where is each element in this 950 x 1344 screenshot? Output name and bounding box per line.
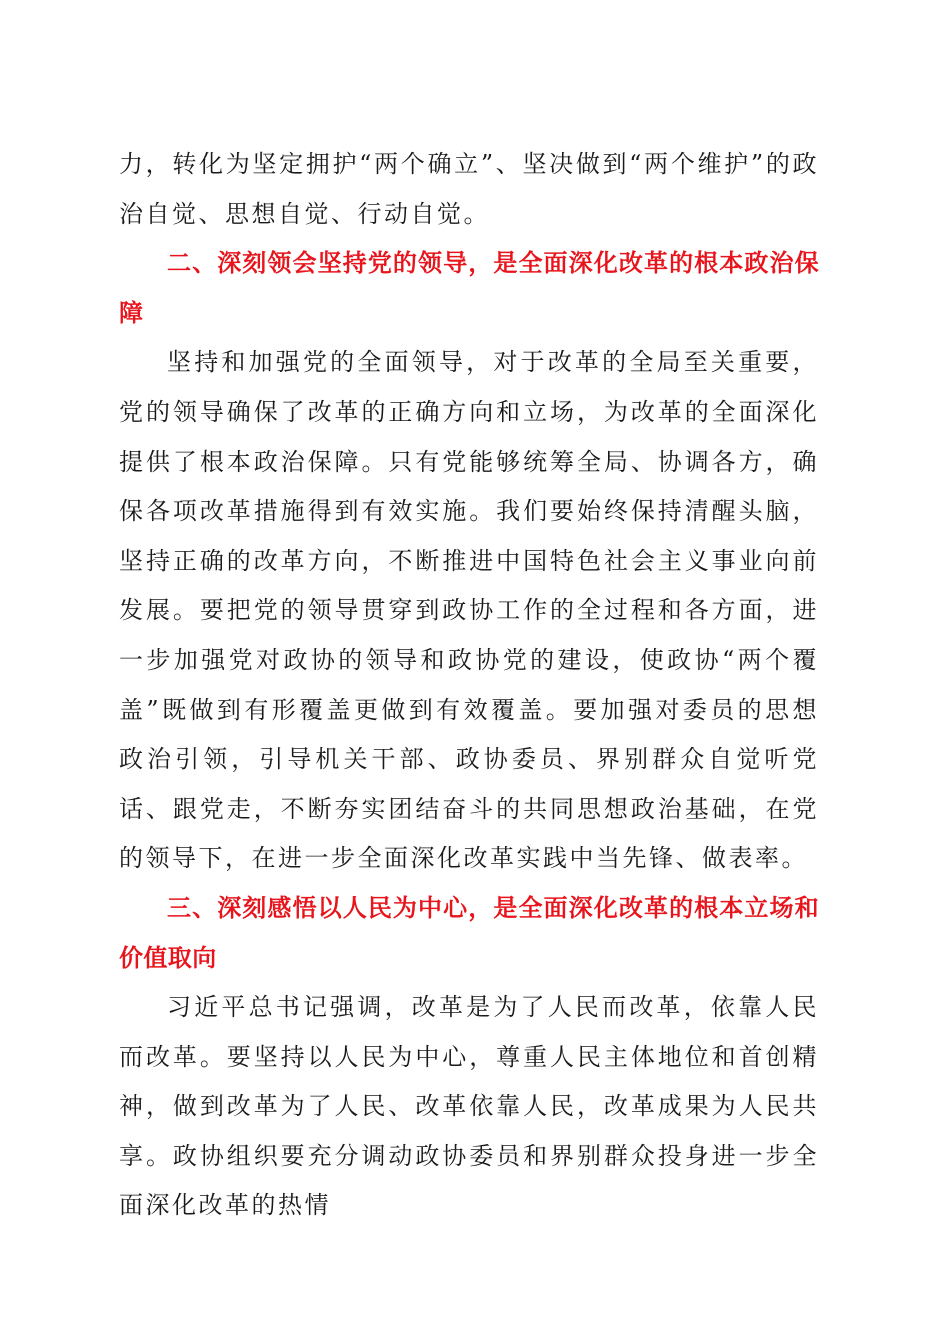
paragraph-section-3: 习近平总书记强调，改革是为了人民而改革，依靠人民而改革。要坚持以人民为中心，尊重人民主体地位和首创精神，做到改革为了人民、改革依靠人民，改革成果为人民共享。政协组织要充分调动政协委员和界别群众投身进一步全面深化改革的热情 — [119, 993, 819, 1220]
paragraph-continued: 力，转化为坚定拥护“两个确立”、坚决做到“两个维护”的政治自觉、思想自觉、行动自觉。 — [119, 150, 819, 228]
paragraph-section-2: 坚持和加强党的全面领导，对于改革的全局至关重要，党的领导确保了改革的正确方向和立场，为改革的全面深化提供了根本政治保障。只有党能够统筹全局、协调各方，确保各项改革措施得到有效实施。我们要始终保持清醒头脑，坚持正确的改革方向，不断推进中国特色社会主义事业向前发展。要把党的领导贯穿到政协工作的全过程和各方面，进一步加强党对政协的领导和政协党的建设，使政协“两个覆盖”既做到有形覆盖更做到有效覆盖。要加强对委员的思想政治引领，引导机关干部、政协委员、界别群众自觉听党话、跟党走，不断夯实团结奋斗的共同思想政治基础，在党的领导下，在进一步全面深化改革实践中当先锋、做表率。 — [119, 348, 819, 873]
section-heading-2: 二、深刻领会坚持党的领导，是全面深化改革的根本政治保障 — [119, 249, 819, 327]
section-heading-3: 三、深刻感悟以人民为中心，是全面深化改革的根本立场和价值取向 — [119, 893, 819, 972]
document-body — [119, 140, 819, 1231]
